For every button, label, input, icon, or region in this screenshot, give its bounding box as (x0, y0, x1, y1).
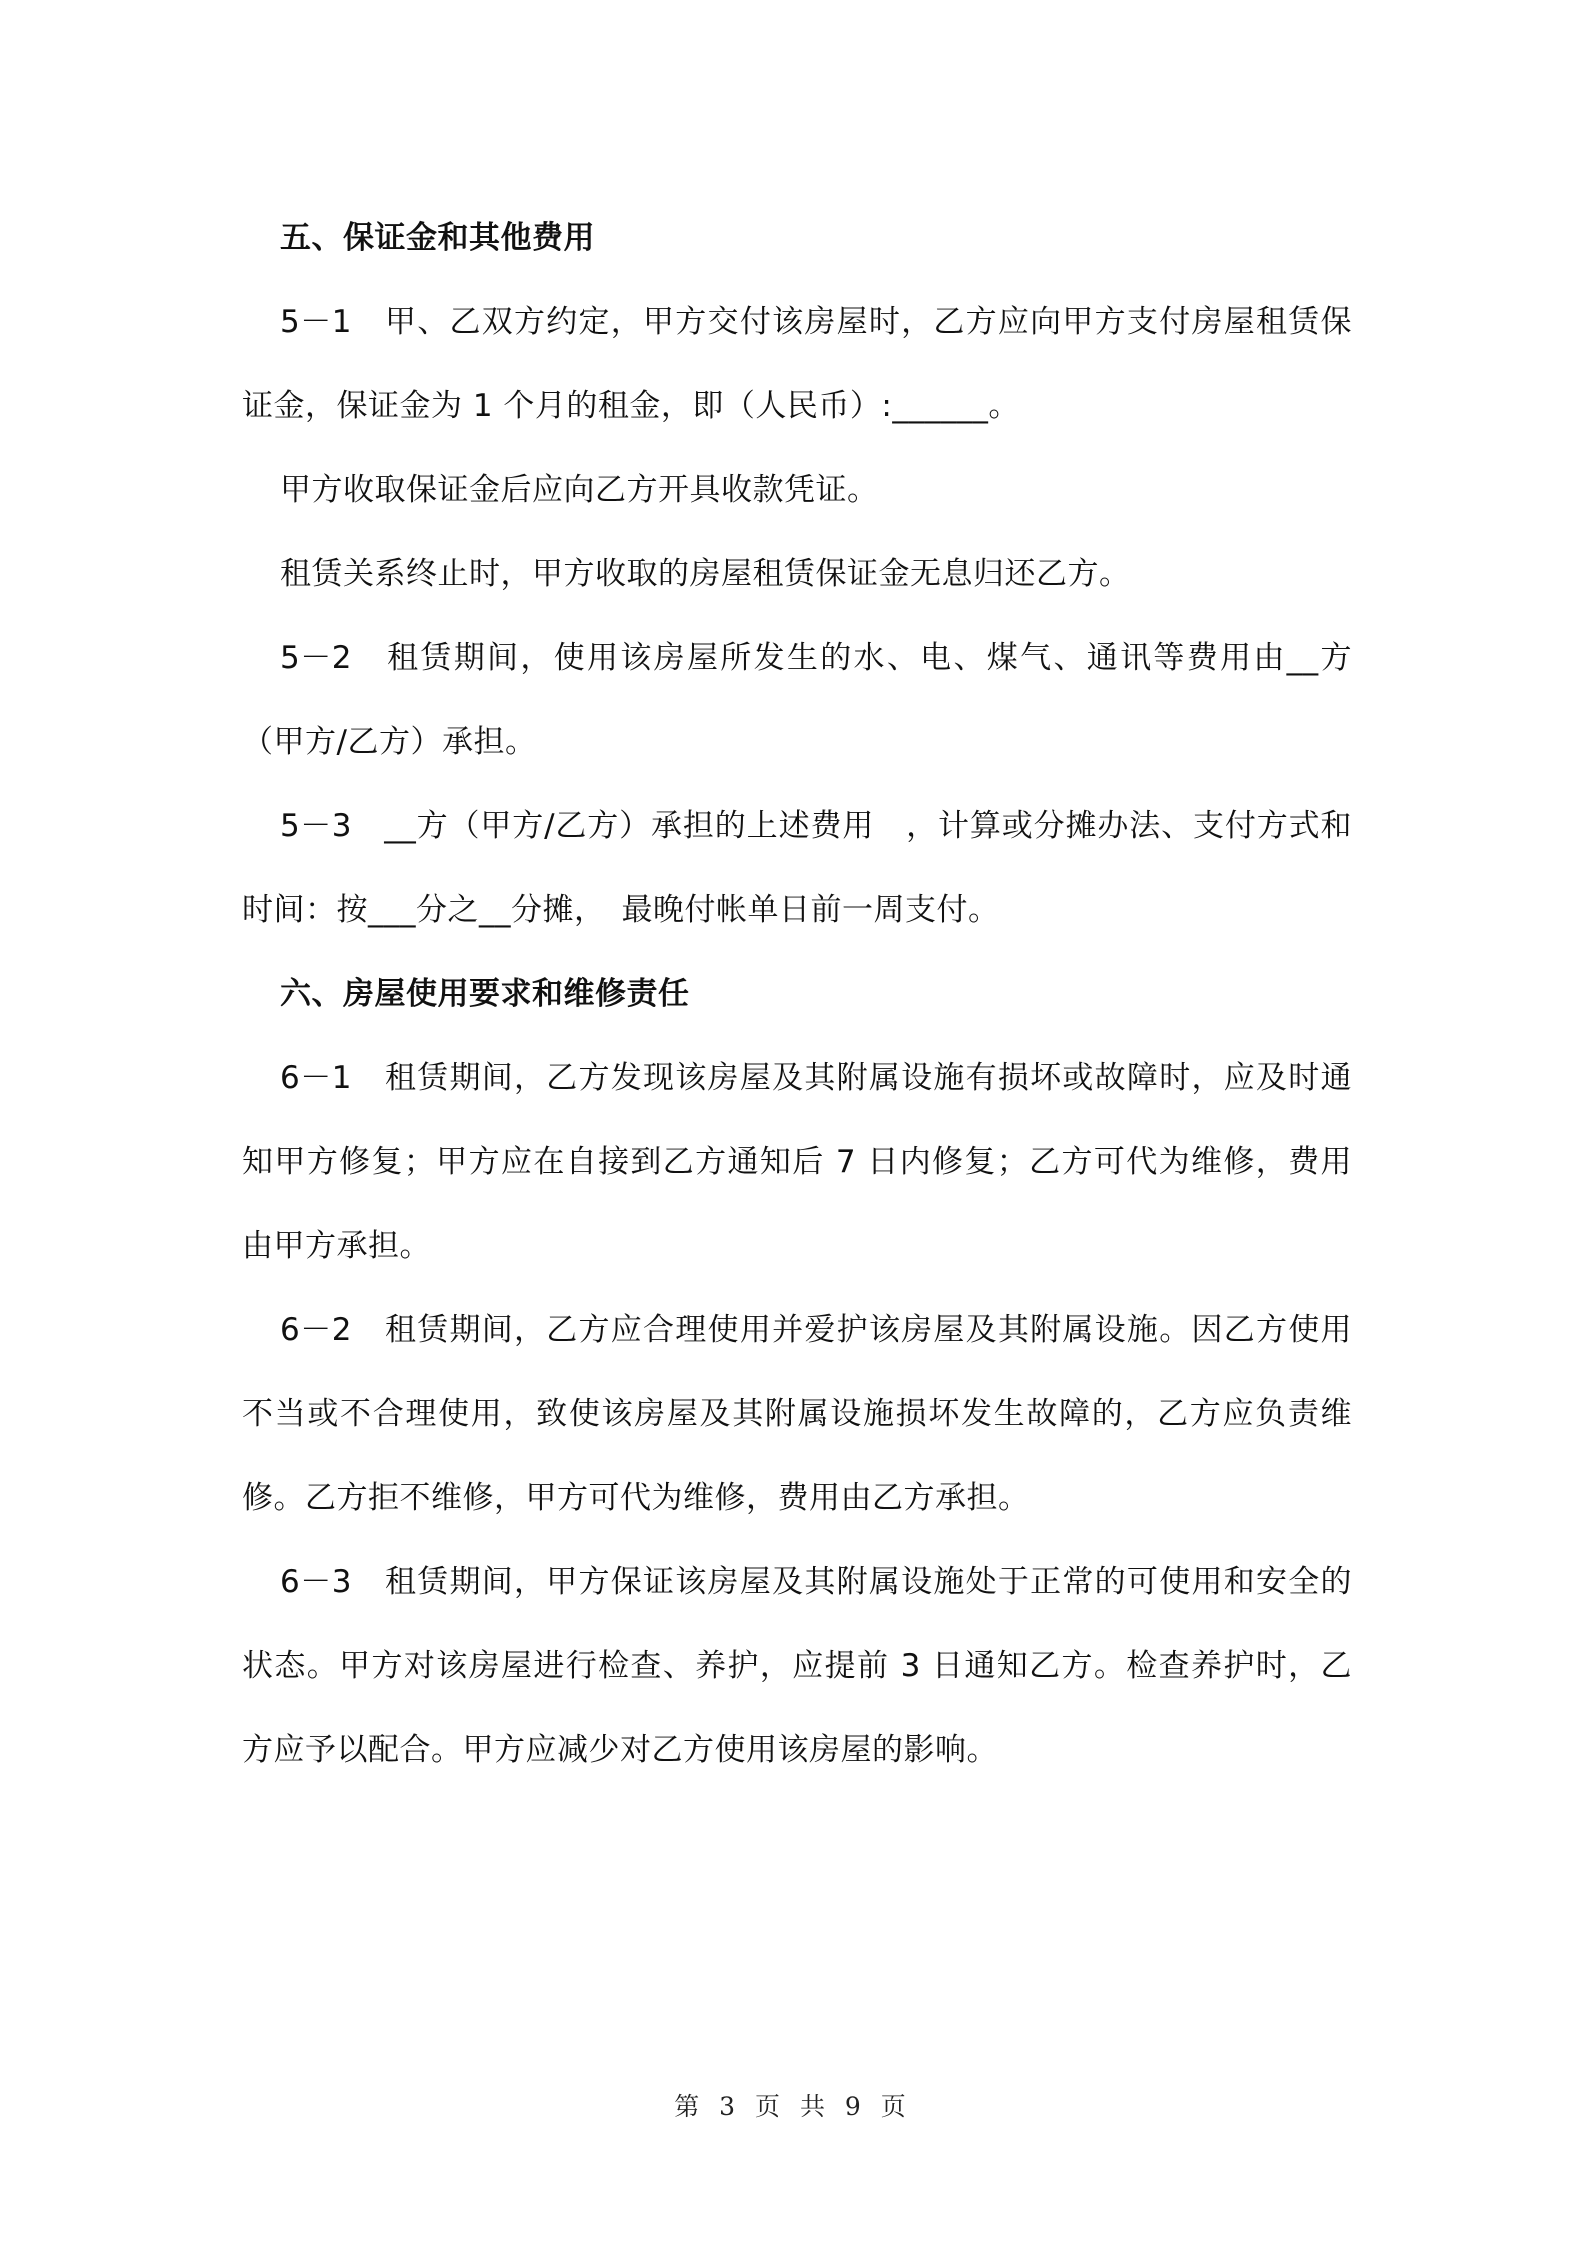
section-heading-maintenance: 六、房屋使用要求和维修责任 (280, 976, 690, 1012)
clause-5-1: 5－1 甲、乙双方约定，甲方交付该房屋时，乙方应向甲方支付房屋租赁保证金，保证金为 1 个月的租金，即（人民币）:______。 (242, 304, 1352, 424)
clause-6-3: 6－3 租赁期间，甲方保证该房屋及其附属设施处于正常的可使用和安全的状态。甲方对该房屋进行检查、养护，应提前 3 日通知乙方。检查养护时，乙方应予以配合。甲方应减少对乙方使用该房屋的影响。 (242, 1564, 1352, 1768)
document-body (242, 196, 1352, 1792)
clause-5-2: 5－2 租赁期间，使用该房屋所发生的水、电、煤气、通讯等费用由__方（甲方/乙方）承担。 (242, 640, 1352, 760)
clause-6-1: 6－1 租赁期间，乙方发现该房屋及其附属设施有损坏或故障时，应及时通知甲方修复；甲方应在自接到乙方通知后 7 日内修复；乙方可代为维修，费用由甲方承担。 (242, 1060, 1352, 1264)
paragraph-receipt: 甲方收取保证金后应向乙方开具收款凭证。 (280, 472, 879, 508)
clause-6-2: 6－2 租赁期间，乙方应合理使用并爱护该房屋及其附属设施。因乙方使用不当或不合理使用，致使该房屋及其附属设施损坏发生故障的，乙方应负责维修。乙方拒不维修，甲方可代为维修，费用由乙方承担。 (242, 1312, 1352, 1516)
section-heading-deposit: 五、保证金和其他费用 (280, 220, 595, 256)
paragraph-deposit-return: 租赁关系终止时，甲方收取的房屋租赁保证金无息归还乙方。 (280, 556, 1131, 592)
page-number-footer: 第 3 页 共 9 页 (674, 2092, 912, 2121)
clause-5-3: 5－3 __方（甲方/乙方）承担的上述费用 ，计算或分摊办法、支付方式和时间：按___分之__分摊， 最晚付帐单日前一周支付。 (242, 808, 1352, 928)
